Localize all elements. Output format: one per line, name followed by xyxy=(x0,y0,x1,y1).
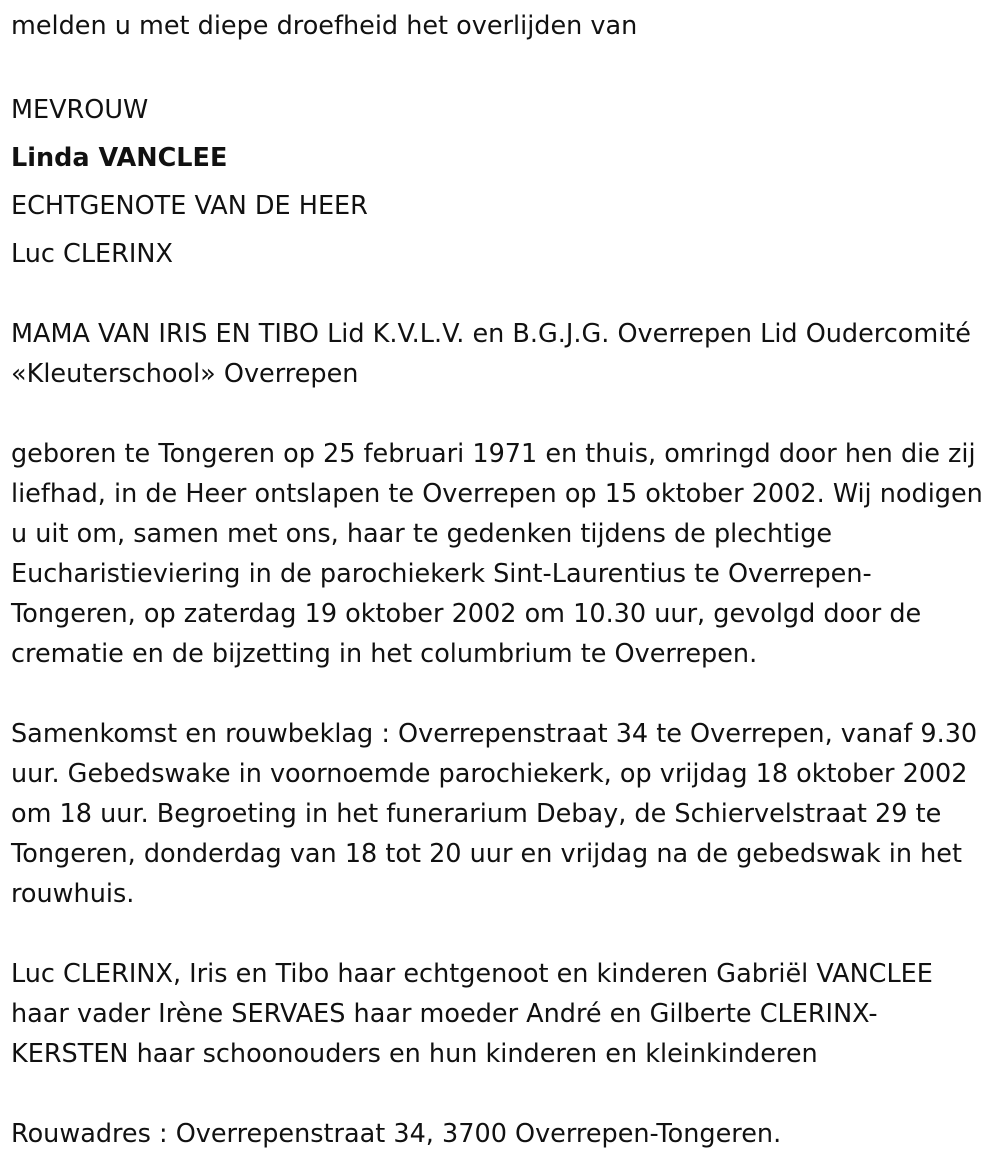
family-text: Luc CLERINX, Iris en Tibo haar echtgenoot en kinderen Gabriël VANCLEE haar vader Irène SERVAES haar moeder André en Gilberte CLERINX-KERSTEN haar schoonouders en hun kinderen en kleinkinderen xyxy=(11,959,933,1069)
spouse-name: Luc CLERINX xyxy=(11,239,173,269)
spacer xyxy=(11,674,986,714)
spacer xyxy=(11,394,986,434)
memberships-text: MAMA VAN IRIS EN TIBO Lid K.V.L.V. en B.G.J.G. Overrepen Lid Oudercomité «Kleuterschool» Overrepen xyxy=(11,319,971,389)
deceased-name: Linda VANCLEE xyxy=(11,143,228,173)
gathering-text: Samenkomst en rouwbeklag : Overrepenstraat 34 te Overrepen, vanaf 9.30 uur. Gebedswake in voornoemde parochiekerk, op vrijdag 18 oktober 2002 om 18 uur. Begroeting in het funerarium Debay, de Schiervelstraat 29 te Tongeren, donderdag van 18 tot 20 uur en vrijdag na de gebedswak in het rouwhuis. xyxy=(11,719,978,909)
address-text: Rouwadres : Overrepenstraat 34, 3700 Overrepen-Tongeren. xyxy=(11,1119,782,1149)
obituary-notice xyxy=(11,6,986,1154)
intro-text: melden u met diepe droefheid het overlijden van xyxy=(11,11,638,41)
relation-text: ECHTGENOTE VAN DE HEER xyxy=(11,191,368,221)
title-text: MEVROUW xyxy=(11,95,149,125)
spacer xyxy=(11,278,986,314)
spacer xyxy=(11,46,986,86)
spacer xyxy=(11,1074,986,1114)
spacer xyxy=(11,914,986,954)
announcement-text: geboren te Tongeren op 25 februari 1971 en thuis, omringd door hen die zij liefhad, in de Heer ontslapen te Overrepen op 15 oktober 2002. Wij nodigen u uit om, samen met ons, haar te gedenken tijdens de plechtige Eucharistieviering in de parochiekerk Sint-Laurentius te Overrepen-Tongeren, op zaterdag 19 oktober 2002 om 10.30 uur, gevolgd door de crematie en de bijzetting in het columbrium te Overrepen. xyxy=(11,439,983,669)
